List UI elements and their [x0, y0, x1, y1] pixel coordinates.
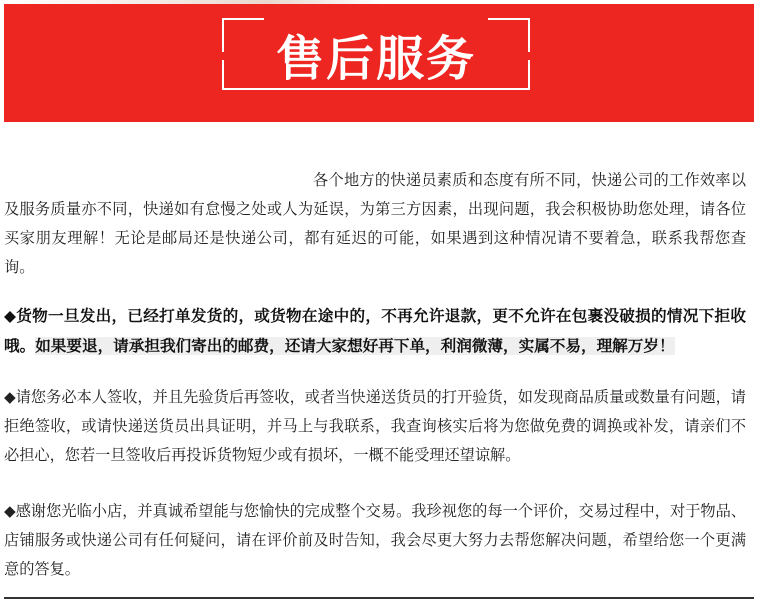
return-shipping-text: 如果要退，请承担我们寄出的邮费，还请大家想好再下单，利润微薄，实属不易，理解万岁！: [35, 337, 675, 355]
banner-frame: [222, 18, 530, 90]
after-sales-content: [4, 166, 746, 584]
banner-title: 售后服务: [275, 30, 476, 87]
after-sales-banner: [4, 4, 754, 122]
paragraph-no-refund-notice: [4, 301, 746, 361]
paragraph-thanks: ◆感谢您光临小店，并真诚希望能与您愉快的完成整个交易。我珍视您的每一个评价，交易过程中，对于物品、店铺服务或快递公司有任何疑问，请在评价前及时告知，我会尽更大努力去帮您解决问题，希望给您一个更满意的答复。: [4, 502, 746, 578]
no-refund-text: ◆货物一旦发出，已经打单发货的，或货物在途中的，不再允许退款，更不允许在包裹没破损的情况下拒收哦。: [4, 307, 746, 355]
bottom-divider: [4, 597, 754, 599]
paragraph-inspection-notice: ◆请您务必本人签收，并且先验货后再签收，或者当快递送货员的打开验货，如发现商品质量或数量有问题，请拒绝签收，或请快递送货员出具证明，并马上与我联系，我查询核实后将为您做免费的调换或补发，请亲们不必担心，您若一旦签收后再投诉货物短少或有损坏，一概不能受理还望谅解。: [4, 388, 746, 464]
paragraph-shipping-delay: 各个地方的快递员素质和态度有所不同，快递公司的工作效率以及服务质量亦不同，快递如有怠慢之处或人为延误，为第三方因素，出现问题，我会积极协助您处理，请各位买家朋友理解！无论是邮局还是快递公司，都有延迟的可能，如果遇到这种情况请不要着急，联系我帮您查询。: [4, 171, 746, 276]
